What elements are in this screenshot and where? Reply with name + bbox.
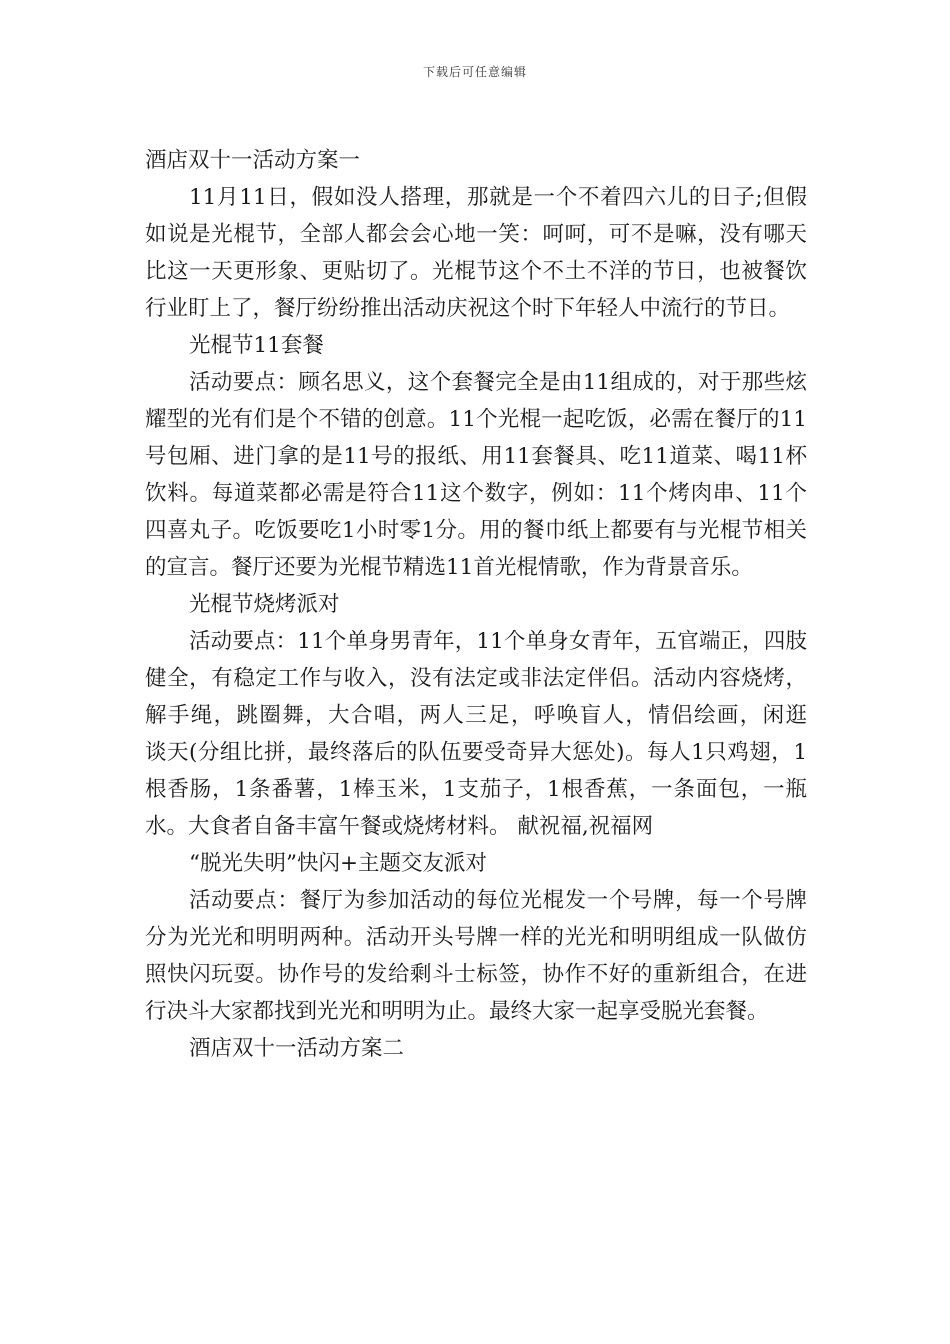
paragraph-bbq-party: 活动要点：11个单身男青年，11个单身女青年，五官端正，四肢健全，有稳定工作与收入，没有法定或非法定伴侣。活动内容烧烤，解手绳，跳圈舞，大合唱，两人三足，呼唤盲人，情侣绘画，闲逛 谈天(分组比拼，最终落后的队伍要受奇异大惩处)。每人1只鸡翅，1根香肠，1条番薯，1棒玉米，1支茄子，1根香蕉，一条面包，一瓶水。大食者自备丰富午餐或烧烤材料。 献祝福,祝福网 [145, 629, 836, 839]
section-title: 酒店双十一活动方案一 [145, 148, 361, 173]
paragraph-set-meal: 活动要点：顾名思义，这个套餐完全是由11组成的，对于那些炫耀型的光有们是个不错的创意。11个光棍一起吃饭，必需在餐厅的11号包厢、进门拿的是11号的报纸、用11套餐具、吃11道菜、喝11杯饮料。每道菜都必需是符合11这个数字，例如：11个烤肉串、11个四喜丸子。吃饭要吃1小时零1分。用的餐巾纸上都要有与光棍节相关的宣言。餐厅还要为光棍节精选11首光棍情歌，作为背景音乐。 [145, 370, 807, 580]
section-title-two: 酒店双十一活动方案二 [189, 1036, 405, 1061]
subheading-set-meal: 光棍节11套餐 [189, 333, 324, 358]
subheading-flash-mob: “脱光失明”快闪+主题交友派对 [189, 851, 487, 876]
paragraph-flash-mob: 活动要点：餐厅为参加活动的每位光棍发一个号牌，每一个号牌分为光光和明明两种。活动开头号牌一样的光光和明明组成一队做仿照快闪玩耍。协作号的发给剩斗士标签，协作不好的重新组合，在进行决斗大家都找到光光和明明为止。最终大家一起享受脱光套餐。 [145, 888, 807, 1024]
document-body [145, 142, 836, 1067]
page-header: 下载后可任意编辑 [422, 65, 527, 79]
subheading-bbq-party: 光棍节烧烤派对 [189, 592, 340, 617]
intro-paragraph: 11月11日，假如没人搭理，那就是一个不着四六儿的日子;但假如说是光棍节，全部人都会会心地一笑：呵呵，可不是嘛，没有哪天比这一天更形象、更贴切了。光棍节这个不土不洋的节日，也被餐饮行业盯上了，餐厅纷纷推出活动庆祝这个时下年轻人中流行的节日。 [145, 185, 807, 321]
